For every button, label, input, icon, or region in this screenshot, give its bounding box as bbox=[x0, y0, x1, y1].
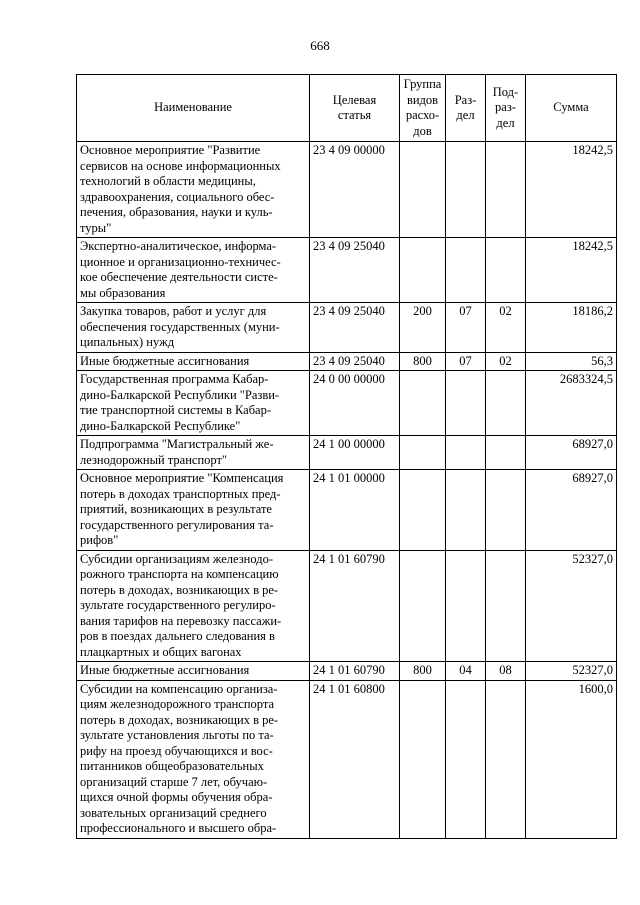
row-name bbox=[77, 303, 310, 353]
row-section bbox=[446, 436, 486, 470]
page-number: 668 bbox=[310, 38, 330, 53]
row-name bbox=[77, 142, 310, 238]
row-name-line: кое обеспечение деятельности систе- bbox=[80, 270, 278, 284]
row-name-line: технологий в области медицины, bbox=[80, 174, 256, 188]
header-subsection-line: раз- bbox=[495, 100, 516, 115]
row-section: 04 bbox=[446, 662, 486, 681]
row-sum: 68927,0 bbox=[526, 436, 617, 470]
table-row bbox=[77, 352, 617, 371]
row-target-article: 23 4 09 25040 bbox=[310, 238, 400, 303]
row-name-line: государственного регулирования та- bbox=[80, 517, 274, 532]
row-name-line: зультате государственного регулиро- bbox=[80, 598, 276, 612]
header-subsection-line: дел bbox=[496, 115, 515, 130]
row-name-line: Иные бюджетные ассигнования bbox=[80, 663, 250, 677]
row-expense-group bbox=[400, 238, 446, 303]
row-subsection: 02 bbox=[486, 303, 526, 353]
row-name-line: Основное мероприятие "Компенсация bbox=[80, 471, 284, 485]
row-name-line: приятий, возникающих в результате bbox=[80, 502, 272, 516]
header-target-article-line: Целевая bbox=[332, 92, 377, 107]
row-name bbox=[77, 352, 310, 371]
row-name-line: ционное и организационно-техничес- bbox=[80, 254, 281, 269]
row-name bbox=[77, 238, 310, 303]
table-row bbox=[77, 238, 617, 303]
row-expense-group bbox=[400, 371, 446, 436]
row-name-line: Экспертно-аналитическое, информа- bbox=[80, 239, 277, 253]
row-name-line: вания тарифов на перевозку пассажи- bbox=[80, 613, 282, 628]
row-name-line: Субсидии организациям железнодо- bbox=[80, 551, 274, 566]
row-name-line: потерь в доходах, возникающих в ре- bbox=[80, 712, 279, 727]
row-name-line: дино-Балкарской Республике" bbox=[80, 418, 241, 433]
header-subsection-line: Под- bbox=[492, 84, 519, 99]
header-subsection bbox=[486, 75, 526, 142]
header-sum: Сумма bbox=[526, 75, 617, 142]
row-sum: 56,3 bbox=[526, 352, 617, 371]
table-row bbox=[77, 470, 617, 551]
row-sum: 18242,5 bbox=[526, 238, 617, 303]
row-expense-group: 800 bbox=[400, 662, 446, 681]
row-target-article: 24 0 00 00000 bbox=[310, 371, 400, 436]
row-name-line: Субсидии на компенсацию организа- bbox=[80, 681, 278, 696]
header-section bbox=[446, 75, 486, 142]
row-target-article: 24 1 01 60790 bbox=[310, 550, 400, 662]
table-row bbox=[77, 680, 617, 838]
row-section bbox=[446, 371, 486, 436]
budget-table bbox=[76, 74, 617, 839]
row-target-article: 23 4 09 00000 bbox=[310, 142, 400, 238]
row-section bbox=[446, 550, 486, 662]
row-name-line: зультате установления льготы по та- bbox=[80, 728, 274, 742]
row-section: 07 bbox=[446, 352, 486, 371]
row-name-line: лезнодорожный транспорт" bbox=[80, 452, 228, 467]
row-target-article: 24 1 01 00000 bbox=[310, 470, 400, 551]
row-name bbox=[77, 436, 310, 470]
table-row bbox=[77, 371, 617, 436]
row-name-line: рожного транспорта на компенсацию bbox=[80, 567, 279, 581]
table-row bbox=[77, 662, 617, 681]
header-target-article bbox=[310, 75, 400, 142]
row-subsection bbox=[486, 238, 526, 303]
row-sum: 52327,0 bbox=[526, 662, 617, 681]
row-name bbox=[77, 371, 310, 436]
table-row bbox=[77, 436, 617, 470]
row-target-article: 23 4 09 25040 bbox=[310, 352, 400, 371]
header-expense-group-line: дов bbox=[413, 123, 432, 138]
row-subsection bbox=[486, 142, 526, 238]
row-name-line: потерь в доходах транспортных пред- bbox=[80, 486, 281, 501]
row-name-line: Основное мероприятие "Развитие bbox=[80, 143, 261, 157]
header-expense-group-line: видов bbox=[406, 92, 439, 107]
row-name-line: плацкартных и общих вагонах bbox=[80, 644, 242, 659]
row-name-line: Закупка товаров, работ и услуг для bbox=[80, 304, 267, 318]
header-expense-group-line: Группа bbox=[403, 77, 442, 91]
row-sum: 1600,0 bbox=[526, 680, 617, 838]
row-name bbox=[77, 662, 310, 681]
row-name-line: печения, образования, науки и куль- bbox=[80, 205, 273, 219]
row-name-line: щихся очной формы обучения обра- bbox=[80, 790, 273, 804]
row-expense-group: 200 bbox=[400, 303, 446, 353]
row-expense-group bbox=[400, 680, 446, 838]
header-section-line: Раз- bbox=[454, 92, 477, 107]
row-target-article: 24 1 01 60800 bbox=[310, 680, 400, 838]
row-expense-group bbox=[400, 142, 446, 238]
table-row bbox=[77, 303, 617, 353]
header-section-line: дел bbox=[456, 108, 475, 122]
row-target-article: 24 1 01 60790 bbox=[310, 662, 400, 681]
row-name bbox=[77, 470, 310, 551]
row-subsection bbox=[486, 436, 526, 470]
row-name-line: сервисов на основе информационных bbox=[80, 158, 281, 173]
header-expense-group bbox=[400, 75, 446, 142]
row-subsection bbox=[486, 680, 526, 838]
row-subsection: 08 bbox=[486, 662, 526, 681]
header-target-article-line: статья bbox=[337, 108, 372, 122]
row-name-line: Подпрограмма "Магистральный же- bbox=[80, 437, 274, 451]
row-subsection: 02 bbox=[486, 352, 526, 371]
row-sum: 18186,2 bbox=[526, 303, 617, 353]
table-row bbox=[77, 142, 617, 238]
row-expense-group bbox=[400, 470, 446, 551]
row-name-line: здравоохранения, социального обес- bbox=[80, 189, 275, 204]
row-name-line: потерь в доходах, возникающих в ре- bbox=[80, 582, 279, 597]
row-section bbox=[446, 470, 486, 551]
row-sum: 68927,0 bbox=[526, 470, 617, 551]
row-expense-group: 800 bbox=[400, 352, 446, 371]
row-subsection bbox=[486, 371, 526, 436]
row-name-line: зовательных организаций среднего bbox=[80, 805, 267, 820]
row-subsection bbox=[486, 550, 526, 662]
row-name-line: рифу на проезд обучающихся и вос- bbox=[80, 743, 273, 758]
row-name-line: ров в поездах дальнего следования в bbox=[80, 629, 275, 643]
row-section bbox=[446, 680, 486, 838]
row-name-line: рифов" bbox=[80, 533, 119, 547]
row-target-article: 23 4 09 25040 bbox=[310, 303, 400, 353]
row-name-line: мы образования bbox=[80, 285, 166, 300]
row-expense-group bbox=[400, 436, 446, 470]
row-name-line: профессионального и высшего обра- bbox=[80, 821, 277, 835]
row-name-line: организаций старше 7 лет, обучаю- bbox=[80, 774, 268, 789]
row-section: 07 bbox=[446, 303, 486, 353]
row-name-line: Государственная программа Кабар- bbox=[80, 372, 269, 386]
row-section bbox=[446, 142, 486, 238]
row-name-line: туры" bbox=[80, 220, 112, 235]
row-name-line: обеспечения государственных (муни- bbox=[80, 319, 280, 334]
table-row bbox=[77, 550, 617, 662]
row-sum: 2683324,5 bbox=[526, 371, 617, 436]
row-name-line: циям железнодорожного транспорта bbox=[80, 697, 275, 711]
row-name-line: ципальных) нужд bbox=[80, 335, 175, 349]
table-body bbox=[77, 142, 617, 839]
row-name-line: Иные бюджетные ассигнования bbox=[80, 353, 250, 368]
row-name-line: питанников общеобразовательных bbox=[80, 759, 264, 773]
row-name bbox=[77, 550, 310, 662]
header-expense-group-line: расхо- bbox=[405, 108, 440, 122]
row-expense-group bbox=[400, 550, 446, 662]
row-target-article: 24 1 00 00000 bbox=[310, 436, 400, 470]
row-name-line: дино-Балкарской Республики "Разви- bbox=[80, 387, 280, 402]
row-subsection bbox=[486, 470, 526, 551]
row-section bbox=[446, 238, 486, 303]
row-sum: 52327,0 bbox=[526, 550, 617, 662]
row-sum: 18242,5 bbox=[526, 142, 617, 238]
row-name bbox=[77, 680, 310, 838]
header-row bbox=[77, 75, 617, 142]
row-name-line: тие транспортной системы в Кабар- bbox=[80, 403, 272, 417]
header-name: Наименование bbox=[77, 75, 310, 142]
